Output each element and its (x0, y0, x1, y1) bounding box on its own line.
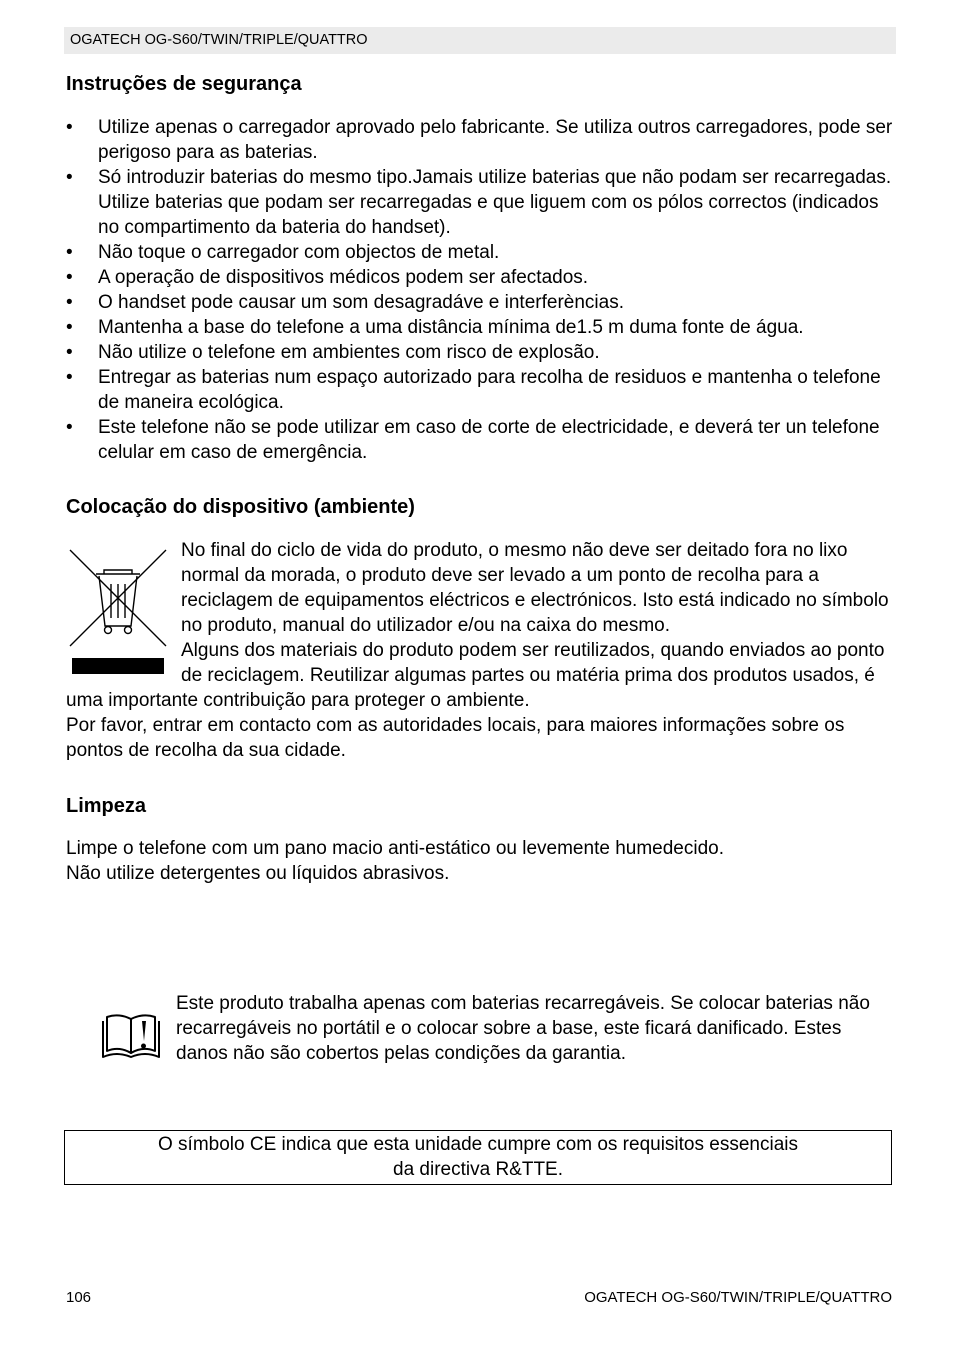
footer-title: OGATECH OG-S60/TWIN/TRIPLE/QUATTRO (584, 1289, 892, 1306)
list-item (66, 340, 896, 365)
list-item (66, 290, 896, 315)
header-title: OGATECH OG-S60/TWIN/TRIPLE/QUATTRO (70, 32, 368, 48)
bullet: • (66, 267, 73, 288)
list-item-text: O handset pode causar um som desagradáve e interferèncias. (98, 292, 624, 313)
list-item (66, 165, 896, 240)
list-item-text: Utilize apenas o carregador aprovado pelo fabricante. Se utiliza outros carregadores, pode ser perigoso para as baterias. (98, 117, 893, 163)
list-item (66, 415, 896, 465)
bullet: • (66, 242, 73, 263)
list-item (66, 265, 896, 290)
environment-paragraph-3: Por favor, entrar em contacto com as autoridades locais, para maiores informações sobre os pontos de recolha da sua cidade. (66, 715, 845, 761)
ce-notice-box (64, 1130, 892, 1185)
list-item-text: Não toque o carregador com objectos de metal. (98, 242, 500, 263)
list-item-text: Só introduzir baterias do mesmo tipo.Jamais utilize baterias que não podam ser recarregadas. Utilize baterias que podam ser recarregadas e que liguem com os pólos correctos (indicados no compartimento da bateria do handset). (98, 167, 892, 238)
manual-warning-icon (99, 1011, 163, 1061)
cleaning-line-2: Não utilize detergentes ou líquidos abrasivos. (66, 863, 450, 884)
bullet: • (66, 167, 73, 188)
list-item (66, 365, 896, 415)
bullet: • (66, 292, 73, 313)
cleaning-line-1: Limpe o telefone com um pano macio anti-estático ou levemente humedecido. (66, 838, 724, 859)
bullet: • (66, 317, 73, 338)
safety-heading: Instruções de segurança (66, 73, 302, 95)
ce-line-2: da directiva R&TTE. (393, 1159, 563, 1180)
cleaning-text (66, 836, 896, 886)
environment-text (66, 538, 896, 763)
environment-paragraph-2: Alguns dos materiais do produto podem ser reutilizados, quando enviados ao ponto de reciclagem. Reutilizar algumas partes ou matéria prima dos produtos usados, é uma importante contribuição para proteger o ambiente. (66, 640, 885, 711)
list-item (66, 240, 896, 265)
ce-line-1: O símbolo CE indica que esta unidade cumpre com os requisitos essenciais (158, 1134, 798, 1155)
list-item-text: Mantenha a base do telefone a uma distância mínima de1.5 m duma fonte de água. (98, 317, 804, 338)
list-item-text: Não utilize o telefone em ambientes com risco de explosão. (98, 342, 600, 363)
page-header (64, 27, 896, 54)
list-item-text: Entregar as baterias num espaço autorizado para recolha de residuos e mantenha o telefone de maneira ecológica. (98, 367, 881, 413)
list-item-text: A operação de dispositivos médicos podem ser afectados. (98, 267, 589, 288)
battery-note: Este produto trabalha apenas com baterias recarregáveis. Se colocar baterias não recarregáveis no portátil e o colocar sobre a base, este ficará danificado. Estes danos não são cobertos pelas condições da garantia. (176, 993, 870, 1064)
list-item (66, 315, 896, 340)
bullet: • (66, 367, 73, 388)
page-number: 106 (66, 1289, 92, 1306)
bullet: • (66, 117, 73, 138)
list-item-text: Este telefone não se pode utilizar em caso de corte de electricidade, e deverá ter un telefone celular em caso de emergência. (98, 417, 880, 463)
bullet: • (66, 417, 73, 438)
environment-heading: Colocação do dispositivo (ambiente) (66, 496, 415, 518)
safety-list (66, 115, 896, 465)
environment-paragraph-1: No final do ciclo de vida do produto, o mesmo não deve ser deitado fora no lixo normal da morada, o produto deve ser levado a um ponto de recolha para a reciclagem de equipamentos eléctricos e electrónicos. Isto está indicado no símbolo no produto, manual do utilizador e/ou na caixa do mesmo. (181, 540, 889, 636)
cleaning-heading: Limpeza (66, 795, 147, 817)
list-item (66, 115, 896, 165)
bullet: • (66, 342, 73, 363)
